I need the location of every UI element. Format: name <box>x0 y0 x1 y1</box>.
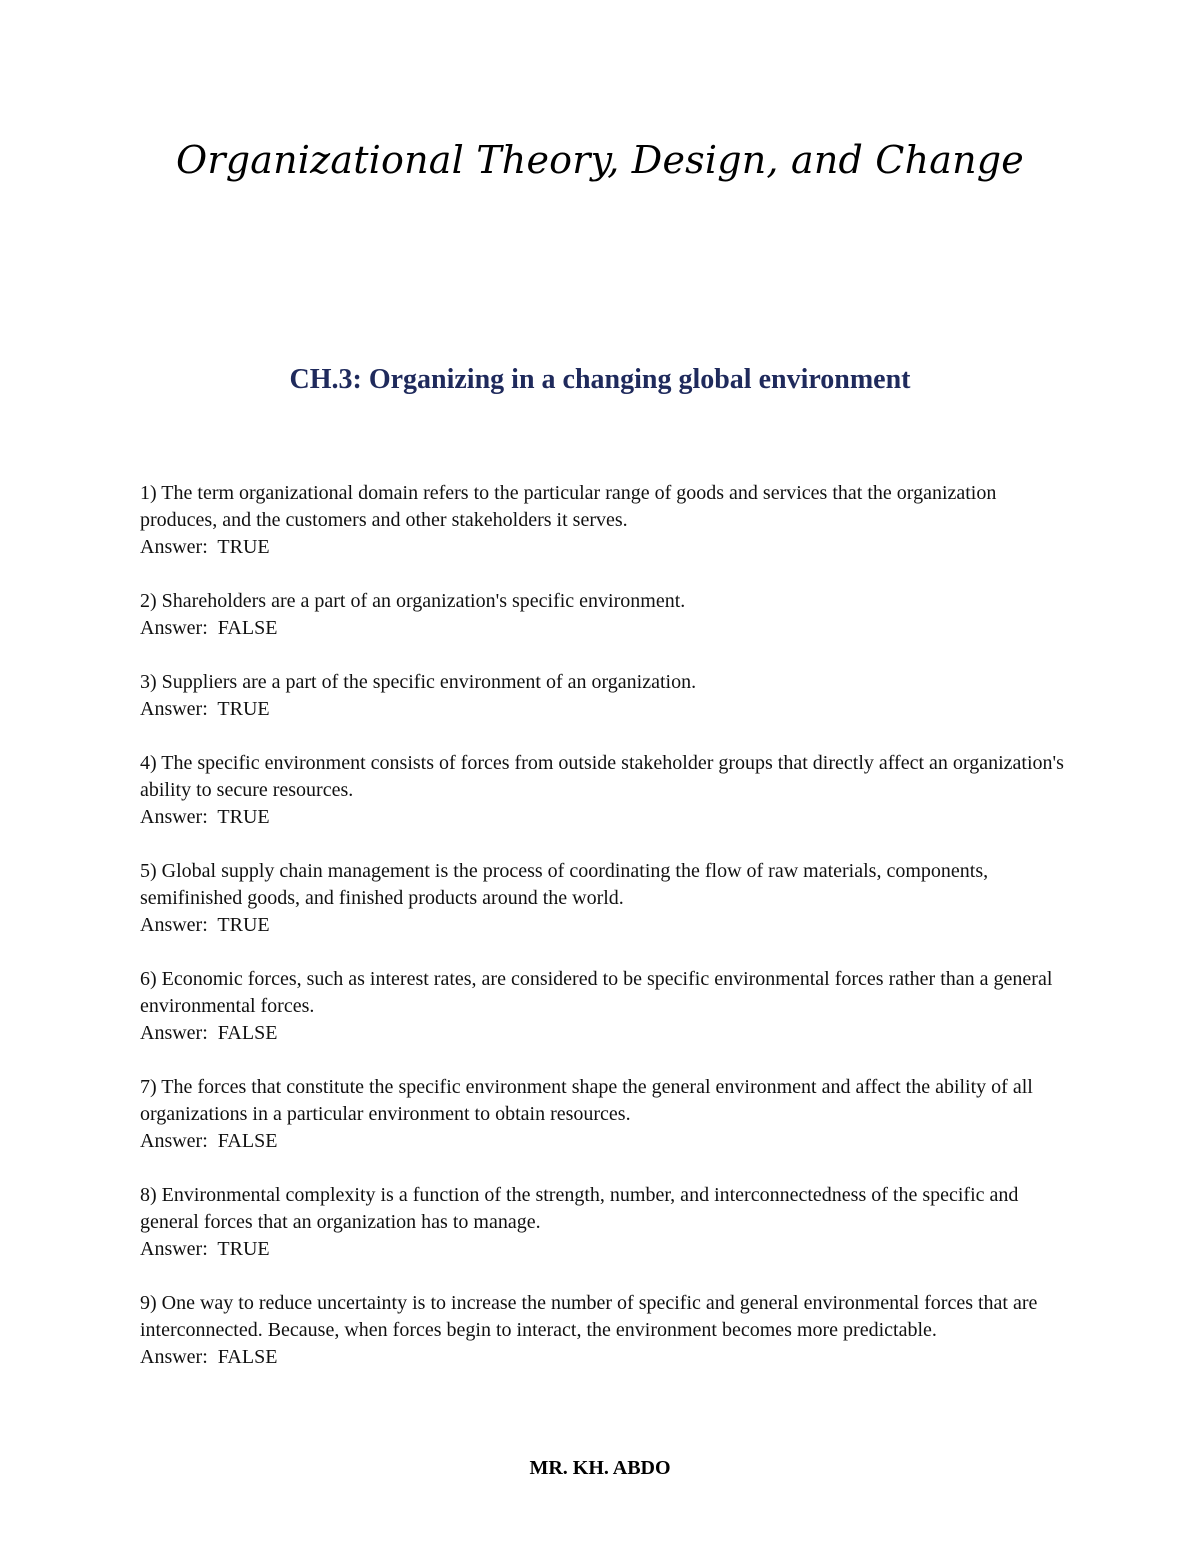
answer-line <box>140 534 1070 561</box>
answer-label: Answer: <box>140 617 208 639</box>
answer-line <box>140 1344 1070 1371</box>
question-text: 1) The term organizational domain refers to the particular range of goods and services that the organization produces, and the customers and other stakeholders it serves. <box>140 482 997 531</box>
question-text: 3) Suppliers are a part of the specific environment of an organization. <box>140 671 697 693</box>
answer-label: Answer: <box>140 1346 208 1368</box>
answer-label: Answer: <box>140 806 208 828</box>
answer-value: FALSE <box>217 1130 278 1152</box>
answer-label: Answer: <box>140 536 208 558</box>
question-item <box>140 669 696 723</box>
question-text: 9) One way to reduce uncertainty is to increase the number of specific and general environmental forces that are interconnected. Because, when forces begin to interact, the environment becomes more predictable. <box>140 1292 1038 1341</box>
page-footer-author: MR. KH. ABDO <box>529 1457 671 1479</box>
question-item <box>140 858 1070 939</box>
question-text: 5) Global supply chain management is the process of coordinating the flow of raw materials, components, semifinished goods, and finished products around the world. <box>140 860 989 909</box>
answer-value: TRUE <box>217 536 270 558</box>
answer-value: TRUE <box>217 806 270 828</box>
document-title: Organizational Theory, Design, and Change <box>176 138 1024 182</box>
answer-value: FALSE <box>217 617 278 639</box>
question-item <box>140 588 685 642</box>
question-text: 4) The specific environment consists of forces from outside stakeholder groups that directly affect an organization's ability to secure resources. <box>140 752 1064 801</box>
answer-label: Answer: <box>140 1238 208 1260</box>
answer-line <box>140 1236 1070 1263</box>
question-item <box>140 966 1070 1047</box>
answer-value: TRUE <box>217 698 270 720</box>
answer-label: Answer: <box>140 914 208 936</box>
answer-label: Answer: <box>140 1022 208 1044</box>
answer-value: FALSE <box>217 1022 278 1044</box>
answer-line <box>140 804 1070 831</box>
answer-line <box>140 696 696 723</box>
question-item <box>140 750 1070 831</box>
answer-line <box>140 912 1070 939</box>
answer-label: Answer: <box>140 1130 208 1152</box>
answer-value: TRUE <box>217 914 270 936</box>
question-item <box>140 1182 1070 1263</box>
answer-value: TRUE <box>217 1238 270 1260</box>
answer-label: Answer: <box>140 698 208 720</box>
question-item <box>140 1074 1070 1155</box>
question-text: 2) Shareholders are a part of an organization's specific environment. <box>140 590 686 612</box>
question-text: 7) The forces that constitute the specific environment shape the general environment and affect the ability of all organizations in a particular environment to obtain resources. <box>140 1076 1033 1125</box>
question-text: 8) Environmental complexity is a function of the strength, number, and interconnectedness of the specific and general forces that an organization has to manage. <box>140 1184 1019 1233</box>
answer-line <box>140 1128 1070 1155</box>
answer-value: FALSE <box>217 1346 278 1368</box>
question-item <box>140 1290 1070 1371</box>
answer-line <box>140 615 685 642</box>
question-item <box>140 480 1070 561</box>
chapter-title: CH.3: Organizing in a changing global environment <box>289 364 911 395</box>
answer-line <box>140 1020 1070 1047</box>
question-text: 6) Economic forces, such as interest rates, are considered to be specific environmental forces rather than a general environmental forces. <box>140 968 1053 1017</box>
